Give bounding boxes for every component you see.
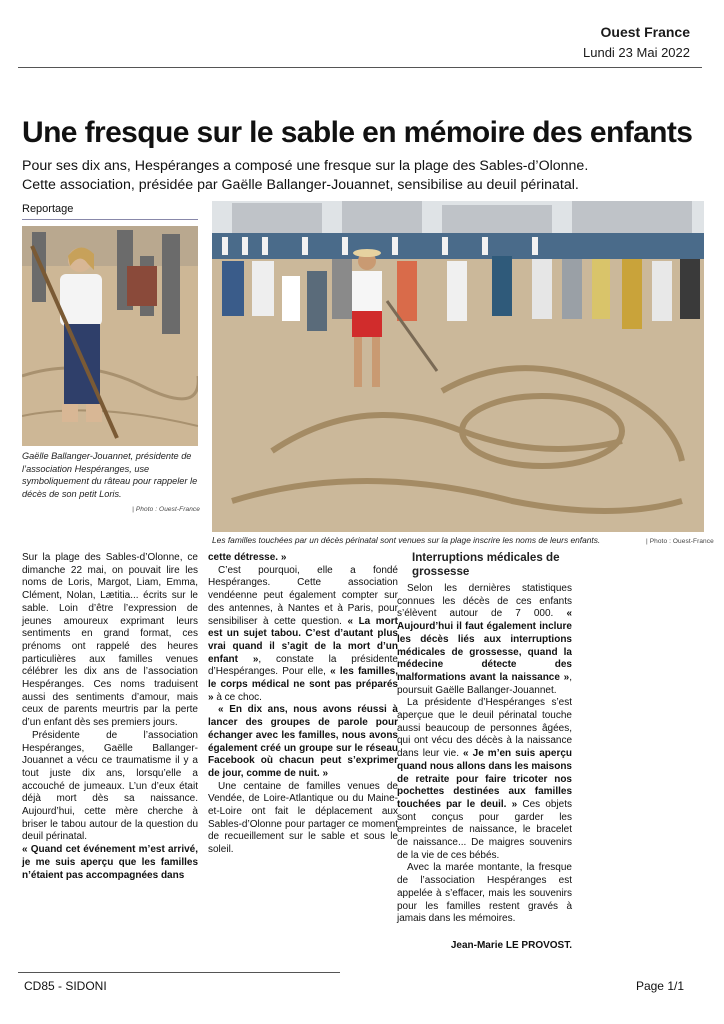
article-column-2: [208, 552, 398, 857]
col1-quote: « Quand cet événement m’est arrivé, je me suis aperçu que les familles n’étaient pas accompagnées dans: [22, 844, 198, 881]
col1-paragraph-1: Sur la plage des Sables-d’Olonne, ce dimanche 22 mai, on pouvait lire les noms de Loris, Margot, Liam, Emma, Clément, Nolan, Lætitia... écrits sur le sable. Loin d’être l’expression de jeunes amoureux exprimant leurs sentiments en grand format, ces prénoms ont rappelé des heures particulières aux familles venues célébrer les dix ans de l’association Hespéranges. Ces noms traduisent aussi des sentiments d’amour, mais ceux de parents meurtris par la perte d’un enfant dès ses premiers jours.: [22, 552, 198, 729]
lede-line-1: Pour ses dix ans, Hespéranges a composé une fresque sur la plage des Sables-d’Olonne.: [22, 158, 589, 174]
col3-paragraph-2: La présidente d’Hespéranges s’est aperçue que le deuil périnatal touche aussi beaucoup de personnes âgées, qui ont vécu des décès à la naissance dans leur vie. « Je m’en suis aperçu quand nous allons dans les maisons de retraite pour faire tricoter nos pochettes destinées aux familles touchées par le deuil. » Ces objets sont conçus pour garder les empreintes de naissance, le bracelet de naissance... De maigres souvenirs de la vie de ces bébés.: [397, 697, 573, 861]
photo-president-rake: [22, 226, 198, 446]
photo-beach-fresco: [212, 201, 704, 532]
col3-subhead: Interruptions médicales de grossesse: [412, 551, 560, 578]
header-divider: [18, 67, 702, 68]
col3-paragraph-3: Avec la marée montante, la fresque de l’association Hespéranges est appelée à s’effacer, mais les souvenirs pour les familles restent gravés à jamais dans les mémoires.: [397, 862, 572, 925]
article-signature: Jean-Marie LE PROVOST.: [450, 940, 572, 951]
col3-paragraph-1: Selon les dernières statistiques connues les décès de ces enfants s’élèvent autour de 7 000. « Aujourd’hui il faut également inclure les décès liés aux interruptions médicales de grossesse, quand la médecine détecte des malformations avant la naissance », poursuit Gaëlle Ballanger-Jouannet.: [397, 583, 572, 696]
photo-main-caption: Les familles touchées par un décès périnatal sont venues sur la plage inscrire les noms de leurs enfants.: [212, 535, 601, 545]
photo-main-credit: | Photo : Ouest-France: [646, 538, 714, 545]
col1-paragraph-2: Présidente de l’association Hespéranges, Gaëlle Ballanger-Jouannet a vécu ce traumatisme il y a tout juste dix ans, lorsqu’elle a accouché de jumeaux. L’un d’eux était déjà mort dès sa naissance. Aujourd’hui, cette mère cherche à briser le tabou autour de la question du deuil périnatal.: [22, 729, 198, 843]
rubric-divider: [22, 219, 198, 220]
footer-source: CD85 - SIDONI: [24, 979, 107, 993]
footer-page-number: Page 1/1: [635, 979, 684, 993]
rubric-label: Reportage: [22, 203, 74, 215]
lede-line-2: Cette association, présidée par Gaëlle Ballanger-Jouannet, sensibilise au deuil périnatal.: [22, 177, 579, 193]
col2-paragraph-1: C’est pourquoi, elle a fondé Hespéranges. Cette association vendéenne peut également compter sur des antennes, à Nantes et à Paris, pour sensibiliser à cette question. « La mort est un sujet tabou. C’est d’autant plus vrai quand il s’agit de la mort d’un enfant », constate la présidente d’Hespéranges. Pour elle, « les familles, le corps médical ne sont pas préparés » à ce choc.: [208, 564, 399, 703]
publication-name: Ouest France: [600, 24, 690, 40]
publication-date: Lundi 23 Mai 2022: [583, 45, 690, 60]
article-column-1: [22, 552, 198, 882]
article-headline: Une fresque sur le sable en mémoire des enfants: [22, 116, 693, 149]
col2-quote-end: cette détresse. »: [208, 552, 287, 563]
col2-paragraph-2: « En dix ans, nous avons réussi à lancer des groupes de parole pour échanger avec les familles, nous avons également créé un groupe sur le réseau Facebook où chacun peut s’exprimer de jour, comme de nuit. »: [208, 704, 398, 779]
photo-left-caption: Gaëlle Ballanger-Jouannet, présidente de l’association Hespéranges, use symboliquement du râteau pour rappeler le décès de son petit Loris. | Photo : Ouest-France: [22, 451, 200, 513]
article-lede: [22, 157, 712, 195]
footer-divider: [18, 972, 340, 973]
article-column-3: [397, 583, 572, 926]
photo-left-credit: | Photo : Ouest-France: [132, 506, 200, 513]
col2-paragraph-3: Une centaine de familles venues de Vendée, de Loire-Atlantique ou du Maine-et-Loire ont fait le déplacement aux Sables-d’Olonne pour partager ce moment de recueillement sur le sable et sous le soleil.: [208, 780, 398, 856]
